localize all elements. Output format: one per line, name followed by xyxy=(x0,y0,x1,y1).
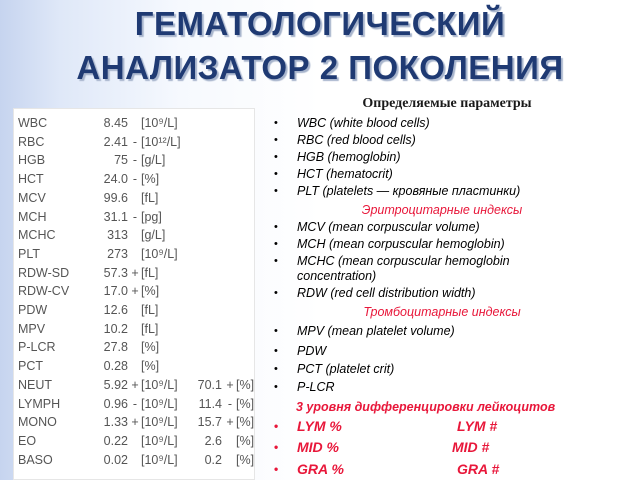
item-text: P-LCR xyxy=(297,380,335,394)
param-value: 57.3 xyxy=(103,265,128,280)
param-value: 10.2 xyxy=(103,321,128,336)
item-text: PLT (platelets — кровяные пластинки) xyxy=(297,184,521,198)
bullet-icon: • xyxy=(274,255,278,267)
param-name: HCT xyxy=(18,172,44,187)
item-text: MPV (mean platelet volume) xyxy=(297,324,455,338)
param-name: MCH xyxy=(18,209,47,224)
printout-row xyxy=(14,115,254,132)
bullet-icon: • xyxy=(274,325,278,337)
param-unit: [10⁹/L] xyxy=(141,246,178,261)
item-text: WBC (white blood cells) xyxy=(297,116,430,130)
printout-row xyxy=(14,433,254,450)
param-flag: + xyxy=(131,415,139,430)
item-text: RBC (red blood cells) xyxy=(297,133,416,147)
param-value: 24.0 xyxy=(103,172,128,187)
param-value: 75 xyxy=(114,153,128,168)
bullet-icon: • xyxy=(274,363,278,375)
printout-row xyxy=(14,377,254,394)
param-value: 5.92 xyxy=(103,377,128,392)
param-percent-flag: - xyxy=(227,396,233,411)
param-percent-flag: + xyxy=(226,377,234,392)
bullet-icon: • xyxy=(274,151,278,163)
item-text: MCHC (mean corpuscular hemoglobin concentration) xyxy=(297,254,510,283)
param-name: LYMPH xyxy=(18,396,61,411)
param-name: MCHC xyxy=(18,228,56,243)
title-line-1: ГЕМАТОЛОГИЧЕСКИЙ xyxy=(134,5,506,42)
bullet-icon: • xyxy=(274,134,278,146)
param-unit: [fL] xyxy=(141,190,159,205)
param-value: 0.28 xyxy=(103,359,128,374)
param-unit: [%] xyxy=(141,172,160,187)
param-value: 17.0 xyxy=(103,284,128,299)
param-name: NEUT xyxy=(18,377,53,392)
param-unit: [10⁹/L] xyxy=(141,116,178,130)
param-unit: [10⁹/L] xyxy=(141,415,178,430)
thrombocyte-indices-heading: Тромбоцитарные индексы xyxy=(363,305,521,319)
param-unit: [fL] xyxy=(141,303,159,317)
param-name: RDW-CV xyxy=(18,284,70,299)
param-percent-unit: [%] xyxy=(236,377,255,392)
param-name: MPV xyxy=(18,321,46,336)
item-text: PCT (platelet crit) xyxy=(297,362,395,376)
param-unit: [%] xyxy=(141,284,160,299)
param-name: P-LCR xyxy=(18,340,56,355)
param-value: 99.6 xyxy=(103,190,128,205)
leukocyte-levels-heading: 3 уровня дифференцировки лейкоцитов xyxy=(296,400,556,414)
slide-title xyxy=(0,2,640,90)
param-flag: + xyxy=(131,284,139,299)
printout-row xyxy=(14,134,254,151)
param-name: PCT xyxy=(18,359,43,374)
analyzer-printout xyxy=(13,108,255,480)
item-text: MCH (mean corpuscular hemoglobin) xyxy=(297,237,505,251)
param-unit: [10⁹/L] xyxy=(141,433,178,448)
param-name: WBC xyxy=(18,116,48,130)
param-percent-unit: [%] xyxy=(236,415,255,430)
printout-row xyxy=(14,321,254,338)
param-percent-flag: + xyxy=(226,415,234,430)
bullet-icon: • xyxy=(274,462,279,476)
param-unit: [fL] xyxy=(141,265,159,280)
param-name: PLT xyxy=(18,246,40,261)
param-percent-unit: [%] xyxy=(236,396,255,411)
leuko-percent: GRA % xyxy=(297,461,344,477)
param-percent-value: 0.2 xyxy=(204,452,222,467)
param-flag: - xyxy=(132,153,138,168)
param-name: RDW-SD xyxy=(18,265,70,280)
printout-row xyxy=(14,302,254,319)
param-unit: [g/L] xyxy=(141,228,166,243)
param-name: RBC xyxy=(18,134,45,149)
param-percent-value: 11.4 xyxy=(198,396,222,411)
printout-row xyxy=(14,283,254,300)
printout-row xyxy=(14,396,254,413)
item-text: RDW (red cell distribution width) xyxy=(297,286,476,300)
bullet-icon: • xyxy=(274,238,278,250)
param-value: 2.41 xyxy=(103,134,128,149)
parameters-heading: Определяемые параметры xyxy=(362,96,532,111)
printout-row xyxy=(14,171,254,188)
param-unit: [fL] xyxy=(141,321,159,336)
param-unit: [%] xyxy=(141,359,160,374)
param-value: 31.1 xyxy=(103,209,128,224)
param-unit: [10⁹/L] xyxy=(141,396,178,411)
leuko-percent: LYM % xyxy=(297,418,342,434)
param-unit: [%] xyxy=(141,340,160,355)
item-text: HCT (hematocrit) xyxy=(297,167,393,181)
param-value: 313 xyxy=(107,228,128,243)
bullet-icon: • xyxy=(274,381,278,393)
param-unit: [10⁹/L] xyxy=(141,452,178,467)
bullet-icon: • xyxy=(274,345,278,357)
bullet-icon: • xyxy=(274,185,278,197)
param-flag: - xyxy=(132,172,138,187)
param-value: 8.45 xyxy=(103,116,128,130)
param-percent-value: 70.1 xyxy=(197,377,222,392)
bullet-icon: • xyxy=(274,168,278,180)
printout-row xyxy=(14,246,254,263)
title-line-2: АНАЛИЗАТОР 2 ПОКОЛЕНИЯ xyxy=(76,49,564,86)
param-value: 273 xyxy=(107,246,128,261)
item-text: MCV (mean corpuscular volume) xyxy=(297,220,480,234)
leuko-percent: MID % xyxy=(297,439,339,455)
param-flag: + xyxy=(131,377,139,392)
param-flag: - xyxy=(132,396,138,411)
printout-row xyxy=(14,227,254,244)
param-value: 0.96 xyxy=(103,396,128,411)
param-flag: - xyxy=(132,134,138,149)
printout-row xyxy=(14,209,254,226)
param-percent-unit: [%] xyxy=(236,433,255,448)
param-name: HGB xyxy=(18,153,46,168)
param-value: 1.33 xyxy=(103,415,128,430)
bullet-icon: • xyxy=(274,117,278,129)
item-text: HGB (hemoglobin) xyxy=(297,150,401,164)
printout-row xyxy=(14,152,254,169)
item-text: PDW xyxy=(297,344,327,358)
printout-row xyxy=(14,452,254,469)
printout-row xyxy=(14,265,254,282)
bullet-icon: • xyxy=(274,419,279,433)
param-unit: [g/L] xyxy=(141,153,166,168)
param-flag: + xyxy=(131,265,139,280)
leuko-absolute: MID # xyxy=(452,439,490,455)
param-flag: - xyxy=(132,209,138,224)
erythrocyte-indices-heading: Эритроцитарные индексы xyxy=(361,203,523,217)
param-name: MONO xyxy=(18,415,57,430)
bullet-icon: • xyxy=(274,440,279,454)
param-unit: [10⁹/L] xyxy=(141,377,178,392)
printout-row xyxy=(14,358,254,375)
param-name: MCV xyxy=(18,190,46,205)
printout-row xyxy=(14,190,254,207)
printout-row xyxy=(14,414,254,431)
printout-row xyxy=(14,339,254,356)
leuko-absolute: GRA # xyxy=(457,461,500,477)
param-unit: [10¹²/L] xyxy=(141,134,181,149)
param-value: 27.8 xyxy=(103,340,128,355)
param-name: EO xyxy=(18,433,37,448)
param-value: 12.6 xyxy=(103,303,128,317)
bullet-icon: • xyxy=(274,221,278,233)
param-name: PDW xyxy=(18,303,48,317)
param-unit: [pg] xyxy=(141,209,162,224)
param-percent-value: 2.6 xyxy=(204,433,222,448)
param-name: BASO xyxy=(18,452,53,467)
leuko-absolute: LYM # xyxy=(457,418,498,434)
param-percent-value: 15.7 xyxy=(197,415,222,430)
param-percent-unit: [%] xyxy=(236,452,255,467)
param-value: 0.22 xyxy=(103,433,128,448)
bullet-icon: • xyxy=(274,287,278,299)
param-value: 0.02 xyxy=(103,452,128,467)
